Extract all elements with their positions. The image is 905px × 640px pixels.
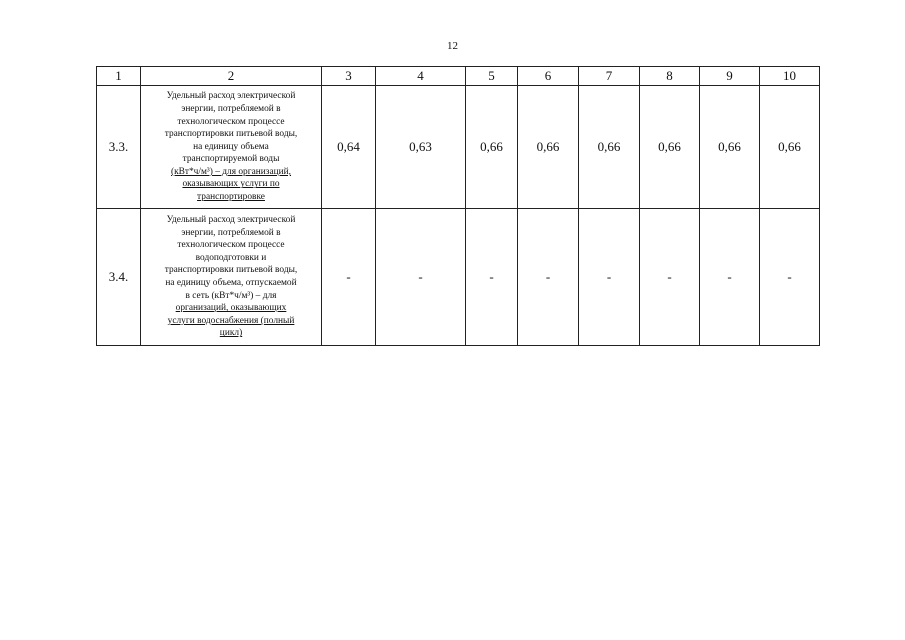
- value-cell: 0,66: [518, 86, 579, 209]
- row-number: 3.4.: [97, 209, 141, 346]
- table-row: [97, 86, 820, 209]
- value-cell: -: [579, 209, 640, 346]
- value-cell: -: [376, 209, 466, 346]
- data-table: [96, 66, 820, 346]
- row-number: 3.3.: [97, 86, 141, 209]
- description-line: на единицу объема, отпускаемой: [165, 278, 297, 288]
- description-line: на единицу объема: [193, 141, 269, 152]
- header-cell: 1: [97, 67, 141, 86]
- description-line: транспортировки питьевой воды,: [164, 265, 298, 276]
- description-line: Удельный расход электрической: [166, 215, 296, 226]
- header-cell: 7: [579, 67, 640, 86]
- description-line: транспортируемой воды: [182, 154, 280, 165]
- row-description: [141, 209, 322, 346]
- description-line: транспортировке: [197, 192, 265, 203]
- header-cell: 2: [141, 67, 322, 86]
- row-description: [141, 86, 322, 209]
- header-cell: 4: [376, 67, 466, 86]
- description-line: (кВт*ч/м³) – для организаций,: [170, 166, 292, 177]
- value-cell: -: [322, 209, 376, 346]
- header-cell: 3: [322, 67, 376, 86]
- header-cell: 6: [518, 67, 579, 86]
- description-line: цикл): [219, 328, 243, 339]
- value-cell: 0,66: [466, 86, 518, 209]
- value-cell: -: [518, 209, 579, 346]
- description-line: оказывающих услуги по: [182, 179, 280, 190]
- header-cell: 8: [640, 67, 700, 86]
- value-cell: 0,64: [322, 86, 376, 209]
- table-header-row: [97, 67, 820, 86]
- description-line: технологическом процессе: [177, 240, 285, 251]
- value-cell: -: [466, 209, 518, 346]
- header-cell: 5: [466, 67, 518, 86]
- page-number: 12: [447, 40, 458, 52]
- description-line: водоподготовки и: [195, 252, 267, 263]
- description-line: Удельный расход электрической: [166, 91, 296, 102]
- value-cell: -: [700, 209, 760, 346]
- description-line: услуги водоснабжения (полный: [167, 315, 295, 326]
- value-cell: -: [640, 209, 700, 346]
- header-cell: 9: [700, 67, 760, 86]
- value-cell: 0,66: [640, 86, 700, 209]
- description-line: энергии, потребляемой в: [181, 227, 281, 238]
- description-line: энергии, потребляемой в: [181, 103, 281, 114]
- value-cell: 0,66: [760, 86, 820, 209]
- value-cell: 0,66: [579, 86, 640, 209]
- value-cell: -: [760, 209, 820, 346]
- header-cell: 10: [760, 67, 820, 86]
- value-cell: 0,66: [700, 86, 760, 209]
- description-line: технологическом процессе: [177, 116, 285, 127]
- description-line: организаций, оказывающих: [175, 303, 287, 314]
- table-row: [97, 209, 820, 346]
- description-line: в сеть (кВт*ч/м³) – для: [185, 290, 277, 301]
- value-cell: 0,63: [376, 86, 466, 209]
- description-line: транспортировки питьевой воды,: [164, 129, 298, 140]
